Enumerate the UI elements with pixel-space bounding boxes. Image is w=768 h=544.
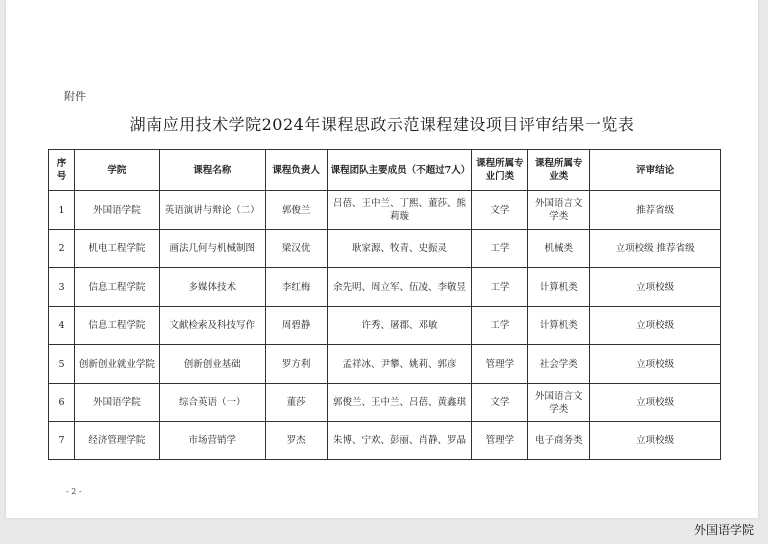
cell-category: 管理学: [472, 345, 528, 384]
cell-lead: 周碧静: [265, 307, 327, 345]
document-page: [6, 0, 758, 518]
cell-college: 外国语学院: [74, 191, 159, 230]
header-team: 课程团队主要成员（不超过7人）: [327, 150, 472, 191]
cell-major: 机械类: [528, 230, 590, 268]
cell-category: 工学: [472, 268, 528, 307]
cell-result: 立项校级: [590, 345, 721, 384]
cell-team: 孟祥冰、尹攀、姚莉、郭彦: [327, 345, 472, 384]
cell-category: 文学: [472, 191, 528, 230]
cell-seq: 1: [49, 191, 75, 230]
header-college: 学院: [74, 150, 159, 191]
cell-team: 郭俊兰、王中兰、吕蓓、黄鑫琪: [327, 384, 472, 422]
results-table: [48, 149, 721, 460]
cell-major: 电子商务类: [528, 422, 590, 460]
cell-category: 文学: [472, 384, 528, 422]
cell-course: 文献检索及科技写作: [159, 307, 265, 345]
cell-result: 立项校级: [590, 422, 721, 460]
cell-result: 立项校级: [590, 307, 721, 345]
cell-course: 多媒体技术: [159, 268, 265, 307]
cell-team: 吕蓓、王中兰、丁熙、董莎、熊莉璇: [327, 191, 472, 230]
cell-result: 推荐省级: [590, 191, 721, 230]
cell-seq: 7: [49, 422, 75, 460]
cell-seq: 2: [49, 230, 75, 268]
cell-major: 外国语言文学类: [528, 191, 590, 230]
cell-team: 耿家源、牧青、史振灵: [327, 230, 472, 268]
cell-college: 信息工程学院: [74, 307, 159, 345]
cell-category: 管理学: [472, 422, 528, 460]
cell-result: 立项校级: [590, 268, 721, 307]
cell-team: 余先明、周立军、伍凌、李敬昱: [327, 268, 472, 307]
cell-college: 信息工程学院: [74, 268, 159, 307]
cell-seq: 5: [49, 345, 75, 384]
cell-college: 机电工程学院: [74, 230, 159, 268]
header-course: 课程名称: [159, 150, 265, 191]
table-row: [49, 307, 721, 345]
cell-course: 画法几何与机械制图: [159, 230, 265, 268]
table-row: [49, 230, 721, 268]
header-category: 课程所属专业门类: [472, 150, 528, 191]
cell-lead: 董莎: [265, 384, 327, 422]
page-number: - 2 -: [66, 487, 82, 496]
cell-major: 外国语言文学类: [528, 384, 590, 422]
cell-seq: 4: [49, 307, 75, 345]
header-seq: 序号: [49, 150, 75, 191]
cell-college: 外国语学院: [74, 384, 159, 422]
cell-course: 综合英语（一）: [159, 384, 265, 422]
table-row: [49, 422, 721, 460]
table-row: [49, 384, 721, 422]
cell-lead: 梁汉优: [265, 230, 327, 268]
table-row: [49, 191, 721, 230]
cell-lead: 郭俊兰: [265, 191, 327, 230]
cell-major: 社会学类: [528, 345, 590, 384]
header-major: 课程所属专业类: [528, 150, 590, 191]
cell-course: 英语演讲与辩论（二）: [159, 191, 265, 230]
table-row: [49, 268, 721, 307]
cell-lead: 罗方利: [265, 345, 327, 384]
document-title: 湖南应用技术学院2024年课程思政示范课程建设项目评审结果一览表: [129, 115, 635, 134]
header-result: 评审结论: [590, 150, 721, 191]
attachment-label: 附件: [64, 90, 86, 103]
cell-college: 经济管理学院: [74, 422, 159, 460]
source-watermark: 外国语学院: [694, 523, 755, 537]
cell-major: 计算机类: [528, 307, 590, 345]
cell-team: 许秀、屠郡、邓敏: [327, 307, 472, 345]
cell-college: 创新创业就业学院: [74, 345, 159, 384]
cell-team: 朱博、宁欢、彭丽、肖静、罗晶: [327, 422, 472, 460]
cell-category: 工学: [472, 307, 528, 345]
cell-course: 市场营销学: [159, 422, 265, 460]
cell-course: 创新创业基础: [159, 345, 265, 384]
table-header-row: [49, 150, 721, 191]
cell-lead: 罗杰: [265, 422, 327, 460]
cell-result: 立项校级: [590, 384, 721, 422]
table-row: [49, 345, 721, 384]
cell-lead: 李红梅: [265, 268, 327, 307]
cell-result: 立项校级 推荐省级: [590, 230, 721, 268]
cell-category: 工学: [472, 230, 528, 268]
cell-major: 计算机类: [528, 268, 590, 307]
cell-seq: 3: [49, 268, 75, 307]
header-lead: 课程负责人: [265, 150, 327, 191]
cell-seq: 6: [49, 384, 75, 422]
